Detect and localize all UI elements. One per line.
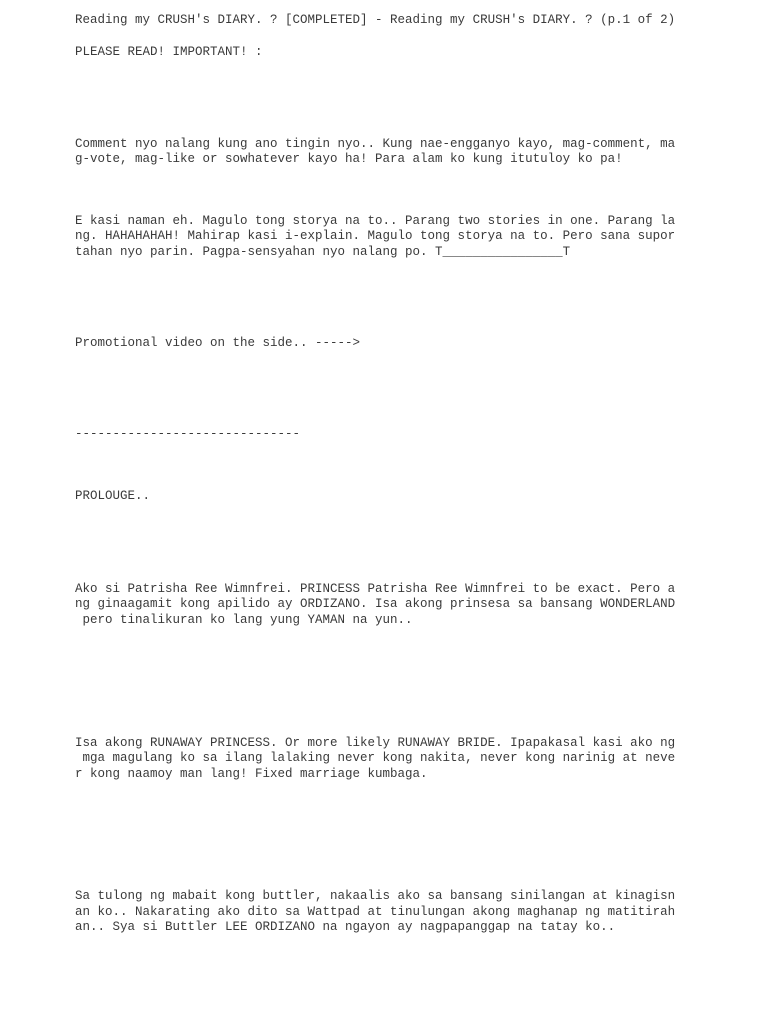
prologue-heading: PROLOUGE.. [75,489,151,503]
text-line: Ako si Patrisha Ree Wimnfrei. PRINCESS Patrisha Ree Wimnfrei to be exact. Pero a [75,582,676,596]
important-notice: PLEASE READ! IMPORTANT! : [75,45,263,59]
page-header: Reading my CRUSH's DIARY. ? [COMPLETED] - Reading my CRUSH's DIARY. ? (p.1 of 2) [75,13,676,27]
text-line: an ko.. Nakarating ako dito sa Wattpad at tinulungan akong maghanap ng matitirah [75,905,676,919]
text-line: tahan nyo parin. Pagpa-sensyahan nyo nalang po. T________________T [75,245,571,259]
text-line: Comment nyo nalang kung ano tingin nyo.. Kung nae-engganyo kayo, mag-comment, ma [75,137,676,151]
text-line: mga magulang ko sa ilang lalaking never kong nakita, never kong narinig at neve [75,751,676,765]
text-line: E kasi naman eh. Magulo tong storya na to.. Parang two stories in one. Parang la [75,214,676,228]
divider-line: ------------------------------ [75,427,301,441]
promo-note: Promotional video on the side.. -----> [75,336,361,350]
text-line: ng ginaagamit kong apilido ay ORDIZANO. Isa akong prinsesa sa bansang WONDERLAND [75,597,676,611]
text-line: g-vote, mag-like or sowhatever kayo ha! Para alam ko kung itutuloy ko pa! [75,152,623,166]
text-line: Isa akong RUNAWAY PRINCESS. Or more likely RUNAWAY BRIDE. Ipapakasal kasi ako ng [75,736,676,750]
text-line: ng. HAHAHAHAH! Mahirap kasi i-explain. Magulo tong storya na to. Pero sana supor [75,229,676,243]
text-line: an.. Sya si Buttler LEE ORDIZANO na ngayon ay nagpapanggap na tatay ko.. [75,920,616,934]
text-line: r kong naamoy man lang! Fixed marriage kumbaga. [75,767,428,781]
text-line: pero tinalikuran ko lang yung YAMAN na yun.. [75,613,413,627]
text-line: Sa tulong ng mabait kong buttler, nakaalis ako sa bansang sinilangan at kinagisn [75,889,676,903]
